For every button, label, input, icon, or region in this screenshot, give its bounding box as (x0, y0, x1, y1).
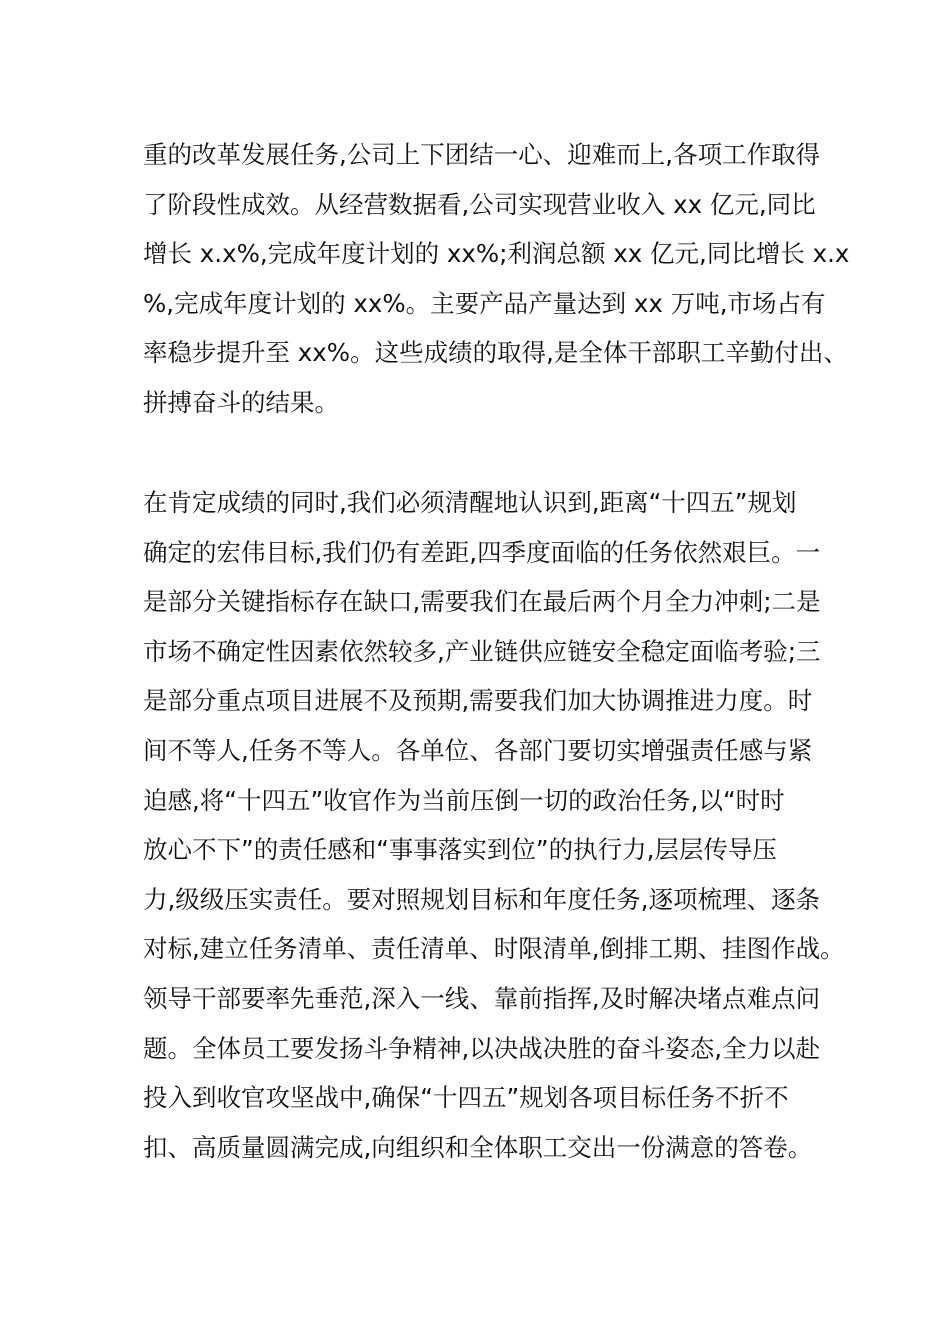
text-line: 拼搏奋斗的结果。 (143, 387, 339, 417)
text-line: 是部分重点项目进展不及预期,需要我们加大协调推进力度。时 (143, 686, 813, 716)
text-line: 在肯定成绩的同时,我们必须清醒地认识到,距离“十四五”规划 (143, 488, 797, 517)
text-line: 增长 x.x%,完成年度计划的 xx%;利润总额 xx 亿元,同比增长 x.x (143, 239, 850, 269)
text-line: 力,级级压实责任。要对照规划目标和年度任务,逐项梳理、逐条 (143, 884, 821, 914)
text-line: 放心不下”的责任感和“事事落实到位”的执行力,层层传导压 (143, 835, 777, 865)
text-line: 率稳步提升至 xx%。这些成绩的取得,是全体干部职工辛勤付出、 (143, 338, 848, 368)
text-line: 间不等人,任务不等人。各单位、各部门要切实增强责任感与紧 (143, 735, 813, 765)
text-line: 了阶段性成效。从经营数据看,公司实现营业收入 xx 亿元,同比 (143, 189, 816, 219)
paragraph-challenges-and-requirements (143, 478, 845, 1172)
text-line: %,完成年度计划的 xx%。主要产品产量达到 xx 万吨,市场占有 (143, 288, 826, 318)
text-line: 投入到收官攻坚战中,确保“十四五”规划各项目标任务不折不 (143, 1083, 789, 1113)
text-line: 确定的宏伟目标,我们仍有差距,四季度面临的任务依然艰巨。一 (143, 537, 821, 567)
text-line: 对标,建立任务清单、责任清单、时限清单,倒排工期、挂图作战。 (143, 934, 845, 964)
text-line: 领导干部要率先垂范,深入一线、靠前指挥,及时解决堵点难点问 (143, 983, 821, 1013)
text-line: 市场不确定性因素依然较多,产业链供应链安全稳定面临考验;三 (143, 636, 821, 666)
paragraph-achievements (143, 130, 850, 428)
text-line: 题。全体员工要发扬斗争精神,以决战决胜的奋斗姿态,全力以赴 (143, 1033, 821, 1063)
text-line: 扣、高质量圆满完成,向组织和全体职工交出一份满意的答卷。 (143, 1132, 813, 1162)
text-line: 迫感,将“十四五”收官作为当前压倒一切的政治任务,以“时时 (143, 785, 785, 815)
text-line: 重的改革发展任务,公司上下团结一心、迎难而上,各项工作取得 (143, 140, 821, 169)
text-line: 是部分关键指标存在缺口,需要我们在最后两个月全力冲刺;二是 (143, 587, 821, 617)
